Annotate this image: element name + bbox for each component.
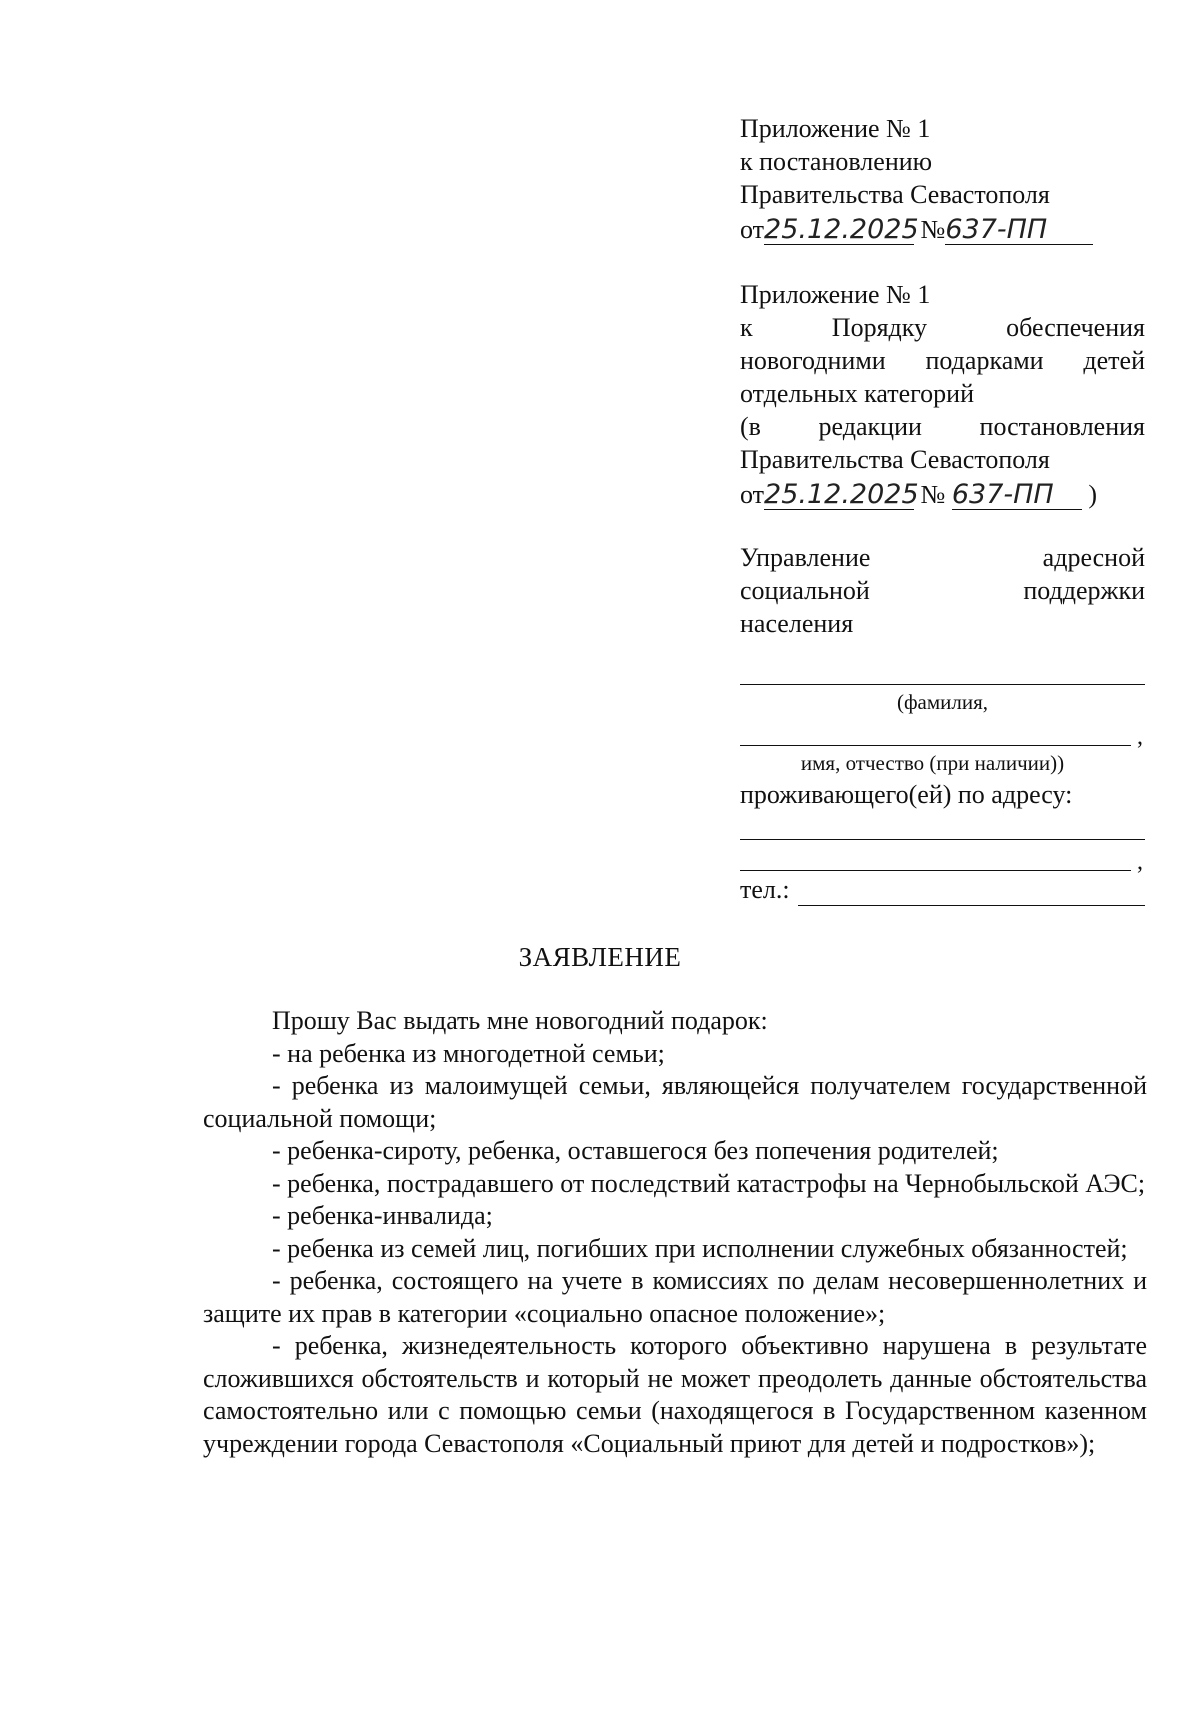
phone-blank <box>798 879 1145 906</box>
body-paragraph: Прошу Вас выдать мне новогодний подарок: <box>272 1006 768 1035</box>
body-paragraph: - ребенка, пострадавшего от последствий катастрофы на Чернобыльской АЭС; <box>272 1168 1146 1198</box>
application-body <box>203 1005 1147 1460</box>
annex-line: Правительства Севастополя <box>740 180 1050 209</box>
body-paragraph: - ребенка-сироту, ребенка, оставшегося без попечения родителей; <box>272 1136 999 1165</box>
annex-date-line <box>740 213 1145 246</box>
comma: , <box>1137 849 1143 875</box>
handwritten-date: 25.12.2025 <box>764 479 919 510</box>
annex-title: Приложение № 1 <box>740 280 931 309</box>
annex-line: Правительства Севастополя <box>740 445 1050 474</box>
phone-line <box>740 873 1145 906</box>
body-paragraph: - ребенка из малоимущей семьи, являющейся получателем государственной социальной помощи; <box>203 1071 1147 1133</box>
annex-line: новогодними подарками детей <box>740 346 1145 375</box>
annex-line: к постановлению <box>740 147 933 176</box>
surname-blank <box>740 654 1145 685</box>
annex-line: к Порядку обеспечения <box>740 313 1145 342</box>
name-hint: имя, отчество (при наличии)) <box>800 751 1065 775</box>
phone-label: тел.: <box>740 875 790 904</box>
addressee-line: населения <box>740 609 854 638</box>
handwritten-number: 637-ПП <box>945 216 1093 245</box>
annex-date-line <box>740 478 1145 511</box>
body-paragraph: - ребенка, состоящего на учете в комиссиях по делам несовершеннолетних и защите их прав в категории «социально опасное положение»; <box>203 1266 1147 1328</box>
address-blank <box>740 811 1145 840</box>
address-label: проживающего(ей) по адресу: <box>740 780 1073 809</box>
body-paragraph: - ребенка, жизнедеятельность которого объективно нарушена в результате сложившихся обстоятельств и который не может преодолеть данные обстоятельства самостоятельно или с помощью семьи (находящегося в Государственном казенном учреждении города Севастополя «Социальный приют для детей и подростков»); <box>203 1331 1147 1458</box>
date-prefix: от <box>740 480 765 509</box>
date-prefix: от <box>740 215 765 244</box>
addressee-line: социальной поддержки <box>740 576 1145 605</box>
body-paragraph: - ребенка-инвалида; <box>272 1201 493 1230</box>
handwritten-number: 637-ПП <box>952 481 1082 510</box>
header-block <box>740 112 1145 906</box>
handwritten-date: 25.12.2025 <box>764 214 919 245</box>
body-paragraph: - на ребенка из многодетной семьи; <box>272 1038 665 1068</box>
surname-hint: (фамилия, <box>896 690 989 714</box>
annex-line: отдельных категорий <box>740 379 975 408</box>
addressee-line: Управление адресной <box>740 543 1145 572</box>
annex-title: Приложение № 1 <box>740 114 931 143</box>
address-blank <box>740 840 1131 871</box>
document-title: ЗАЯВЛЕНИЕ <box>518 942 682 972</box>
name-blank <box>740 715 1131 746</box>
annex-line: (в редакции постановления <box>740 412 1145 441</box>
comma: , <box>1137 724 1143 750</box>
closing-paren: ) <box>1088 480 1098 509</box>
number-prefix: № <box>920 480 946 509</box>
body-paragraph: - ребенка из семей лиц, погибших при исполнении служебных обязанностей; <box>272 1233 1128 1263</box>
number-prefix: № <box>920 215 946 244</box>
